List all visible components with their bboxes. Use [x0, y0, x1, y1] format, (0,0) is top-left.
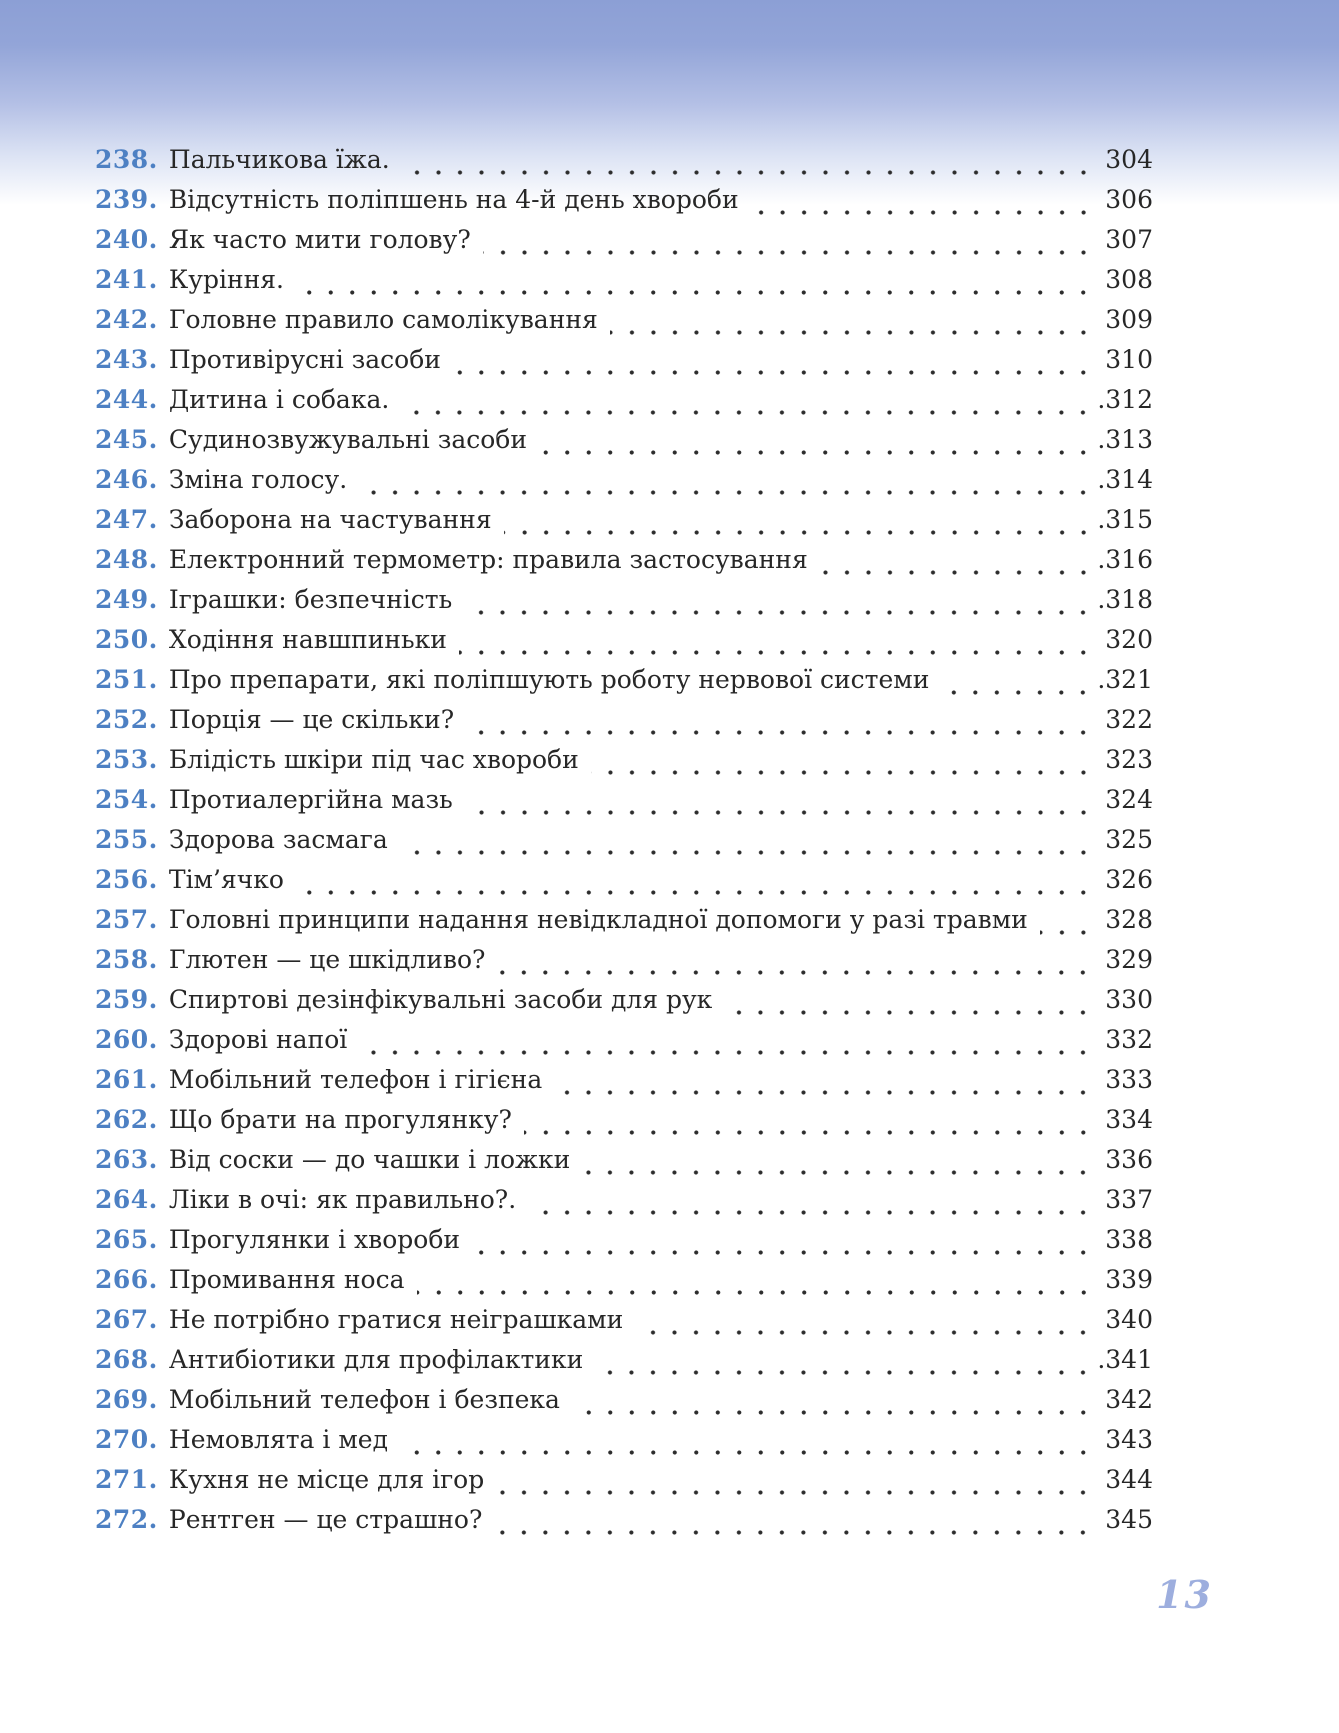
toc-entry	[95, 145, 1153, 185]
dot-leader	[472, 1249, 1094, 1256]
entry-number: 260.	[95, 1025, 158, 1054]
entry-page-number: 330	[1105, 985, 1153, 1014]
toc-entry	[95, 225, 1153, 265]
entry-title: Заборона на частування	[168, 505, 492, 534]
entry-page-number: .315	[1097, 505, 1153, 534]
toc-entry	[95, 985, 1153, 1025]
entry-number: 243.	[95, 345, 158, 374]
entry-title: Антибіотики для профілактики	[168, 1345, 584, 1374]
dot-leader	[453, 369, 1094, 376]
entry-number: 271.	[95, 1465, 158, 1494]
dot-leader	[941, 689, 1094, 696]
toc-entry	[95, 265, 1153, 305]
entry-title: Зміна голосу.	[168, 465, 348, 494]
toc-entry	[95, 385, 1153, 425]
entry-number: 261.	[95, 1065, 158, 1094]
toc-entry	[95, 705, 1153, 745]
entry-number: 253.	[95, 745, 158, 774]
entry-page-number: 339	[1105, 1265, 1153, 1294]
entry-page-number: 309	[1105, 305, 1153, 334]
dot-leader	[554, 1089, 1094, 1096]
toc-entry	[95, 785, 1153, 825]
toc-entry	[95, 1505, 1153, 1545]
toc-entry	[95, 665, 1153, 705]
toc-entry	[95, 1185, 1153, 1225]
toc-entry	[95, 305, 1153, 345]
entry-number: 269.	[95, 1385, 158, 1414]
dot-leader	[359, 489, 1094, 496]
toc-entry	[95, 1305, 1153, 1345]
toc-entry	[95, 905, 1153, 945]
entry-title: Ходіння навшпиньки	[168, 625, 447, 654]
entry-title: Іграшки: безпечність	[168, 585, 453, 614]
entry-page-number: .314	[1097, 465, 1153, 494]
dot-leader	[610, 329, 1094, 336]
entry-title: Блідість шкіри під час хвороби	[168, 745, 579, 774]
entry-title: Здорові напої	[168, 1025, 348, 1054]
dot-leader	[459, 649, 1094, 656]
toc-entry	[95, 745, 1153, 785]
entry-page-number: .313	[1097, 425, 1153, 454]
dot-leader	[402, 169, 1094, 176]
dot-leader	[497, 969, 1094, 976]
toc-entry	[95, 1385, 1153, 1425]
entry-title: Противірусні засоби	[168, 345, 441, 374]
dot-leader	[464, 609, 1094, 616]
entry-number: 250.	[95, 625, 158, 654]
entry-page-number: 326	[1105, 865, 1153, 894]
entry-title: Рентген — це страшно?	[168, 1505, 483, 1534]
entry-page-number: .321	[1097, 665, 1153, 694]
toc-entry	[95, 1265, 1153, 1305]
toc-entry	[95, 505, 1153, 545]
entry-page-number: 336	[1105, 1145, 1153, 1174]
dot-leader	[496, 1489, 1094, 1496]
dot-leader	[401, 409, 1094, 416]
toc-entry	[95, 1225, 1153, 1265]
entry-title: Немовлята і мед	[168, 1425, 388, 1454]
toc-entry	[95, 1145, 1153, 1185]
entry-page-number: 332	[1105, 1025, 1153, 1054]
entry-number: 262.	[95, 1105, 158, 1134]
toc-entry	[95, 1345, 1153, 1385]
entry-number: 249.	[95, 585, 158, 614]
entry-page-number: 344	[1105, 1465, 1153, 1494]
entry-number: 270.	[95, 1425, 158, 1454]
dot-leader	[465, 809, 1094, 816]
toc-entry	[95, 865, 1153, 905]
entry-number: 240.	[95, 225, 158, 254]
entry-number: 244.	[95, 385, 158, 414]
entry-number: 259.	[95, 985, 158, 1014]
entry-title: Здорова засмага	[168, 825, 388, 854]
entry-number: 238.	[95, 145, 158, 174]
entry-title: Мобільний телефон і безпека	[168, 1385, 560, 1414]
dot-leader	[820, 569, 1094, 576]
entry-title: Не потрібно гратися неіграшками	[168, 1305, 624, 1334]
dot-leader	[528, 1209, 1094, 1216]
dot-leader	[494, 1529, 1094, 1536]
dot-leader	[1040, 929, 1094, 936]
entry-number: 267.	[95, 1305, 158, 1334]
dot-leader	[582, 1169, 1094, 1176]
entry-title: Промивання носа	[168, 1265, 405, 1294]
entry-number: 268.	[95, 1345, 158, 1374]
dot-leader	[539, 449, 1094, 456]
entry-title: Електронний термометр: правила застосування	[168, 545, 808, 574]
entry-title: Як часто мити голову?	[168, 225, 471, 254]
entry-page-number: 308	[1105, 265, 1153, 294]
entry-title: Протиалергійна мазь	[168, 785, 453, 814]
entry-number: 254.	[95, 785, 158, 814]
dot-leader	[751, 209, 1094, 216]
entry-page-number: 307	[1105, 225, 1153, 254]
entry-page-number: 320	[1105, 625, 1153, 654]
entry-title: Пальчикова їжа.	[168, 145, 390, 174]
entry-page-number: 333	[1105, 1065, 1153, 1094]
entry-page-number: 338	[1105, 1225, 1153, 1254]
entry-title: Головні принципи надання невідкладної допомоги у разі травми	[168, 905, 1028, 934]
entry-number: 257.	[95, 905, 158, 934]
toc-entry	[95, 545, 1153, 585]
entry-title: Тім’ячко	[168, 865, 284, 894]
entry-page-number: .316	[1097, 545, 1153, 574]
entry-page-number: 306	[1105, 185, 1153, 214]
entry-page-number: 322	[1105, 705, 1153, 734]
toc-entry	[95, 1465, 1153, 1505]
entry-title: Дитина і собака.	[168, 385, 390, 414]
entry-number: 264.	[95, 1185, 158, 1214]
entry-number: 245.	[95, 425, 158, 454]
entry-title: Відсутність поліпшень на 4-й день хвороби	[168, 185, 739, 214]
dot-leader	[524, 1129, 1094, 1136]
dot-leader	[724, 1009, 1094, 1016]
entry-page-number: 334	[1105, 1105, 1153, 1134]
entry-title: Прогулянки і хвороби	[168, 1225, 461, 1254]
entry-number: 246.	[95, 465, 158, 494]
entry-number: 263.	[95, 1145, 158, 1174]
entry-title: Головне правило самолікування	[168, 305, 598, 334]
entry-page-number: 325	[1105, 825, 1153, 854]
entry-title: Що брати на прогулянку?	[168, 1105, 512, 1134]
toc-entry	[95, 825, 1153, 865]
entry-page-number: 345	[1105, 1505, 1153, 1534]
dot-leader	[296, 289, 1094, 296]
entry-title: Ліки в очі: як правильно?.	[168, 1185, 517, 1214]
dot-leader	[296, 889, 1094, 896]
table-of-contents	[95, 145, 1153, 1545]
toc-entry	[95, 185, 1153, 225]
entry-number: 265.	[95, 1225, 158, 1254]
entry-page-number: 323	[1105, 745, 1153, 774]
entry-number: 266.	[95, 1265, 158, 1294]
entry-number: 239.	[95, 185, 158, 214]
dot-leader	[483, 249, 1094, 256]
dot-leader	[635, 1329, 1094, 1336]
entry-title: Глютен — це шкідливо?	[168, 945, 486, 974]
entry-title: Мобільний телефон і гігієна	[168, 1065, 543, 1094]
toc-entry	[95, 425, 1153, 465]
entry-number: 251.	[95, 665, 158, 694]
entry-title: Судинозвужувальні засоби	[168, 425, 528, 454]
entry-page-number: 324	[1105, 785, 1153, 814]
entry-title: Від соски — до чашки і ложки	[168, 1145, 571, 1174]
entry-page-number: 342	[1105, 1385, 1153, 1414]
entry-number: 252.	[95, 705, 158, 734]
entry-title: Спиртові дезінфікувальні засоби для рук	[168, 985, 713, 1014]
dot-leader	[417, 1289, 1095, 1296]
folio-page-number: 13	[1156, 1572, 1213, 1617]
entry-title: Порція — це скільки?	[168, 705, 455, 734]
dot-leader	[359, 1049, 1094, 1056]
toc-entry	[95, 1105, 1153, 1145]
entry-page-number: 343	[1105, 1425, 1153, 1454]
entry-title: Куріння.	[168, 265, 284, 294]
entry-number: 272.	[95, 1505, 158, 1534]
toc-entry	[95, 625, 1153, 665]
entry-number: 247.	[95, 505, 158, 534]
dot-leader	[504, 529, 1094, 536]
entry-page-number: .341	[1097, 1345, 1153, 1374]
entry-page-number: 310	[1105, 345, 1153, 374]
dot-leader	[572, 1409, 1094, 1416]
toc-entry	[95, 585, 1153, 625]
toc-entry	[95, 1065, 1153, 1105]
dot-leader	[595, 1369, 1094, 1376]
entry-page-number: 329	[1105, 945, 1153, 974]
entry-number: 242.	[95, 305, 158, 334]
entry-number: 256.	[95, 865, 158, 894]
entry-page-number: 337	[1105, 1185, 1153, 1214]
toc-entry	[95, 465, 1153, 505]
entry-number: 248.	[95, 545, 158, 574]
entry-page-number: .318	[1097, 585, 1153, 614]
entry-page-number: 340	[1105, 1305, 1153, 1334]
dot-leader	[466, 729, 1094, 736]
entry-number: 258.	[95, 945, 158, 974]
toc-entry	[95, 1025, 1153, 1065]
entry-page-number: 328	[1105, 905, 1153, 934]
dot-leader	[400, 1449, 1094, 1456]
toc-entry	[95, 1425, 1153, 1465]
entry-page-number: .312	[1097, 385, 1153, 414]
toc-entry	[95, 345, 1153, 385]
entry-title: Кухня не місце для ігор	[168, 1465, 485, 1494]
entry-title: Про препарати, які поліпшують роботу нервової системи	[168, 665, 930, 694]
entry-number: 241.	[95, 265, 158, 294]
entry-number: 255.	[95, 825, 158, 854]
toc-entry	[95, 945, 1153, 985]
dot-leader	[400, 849, 1094, 856]
dot-leader	[591, 769, 1094, 776]
entry-page-number: 304	[1105, 145, 1153, 174]
